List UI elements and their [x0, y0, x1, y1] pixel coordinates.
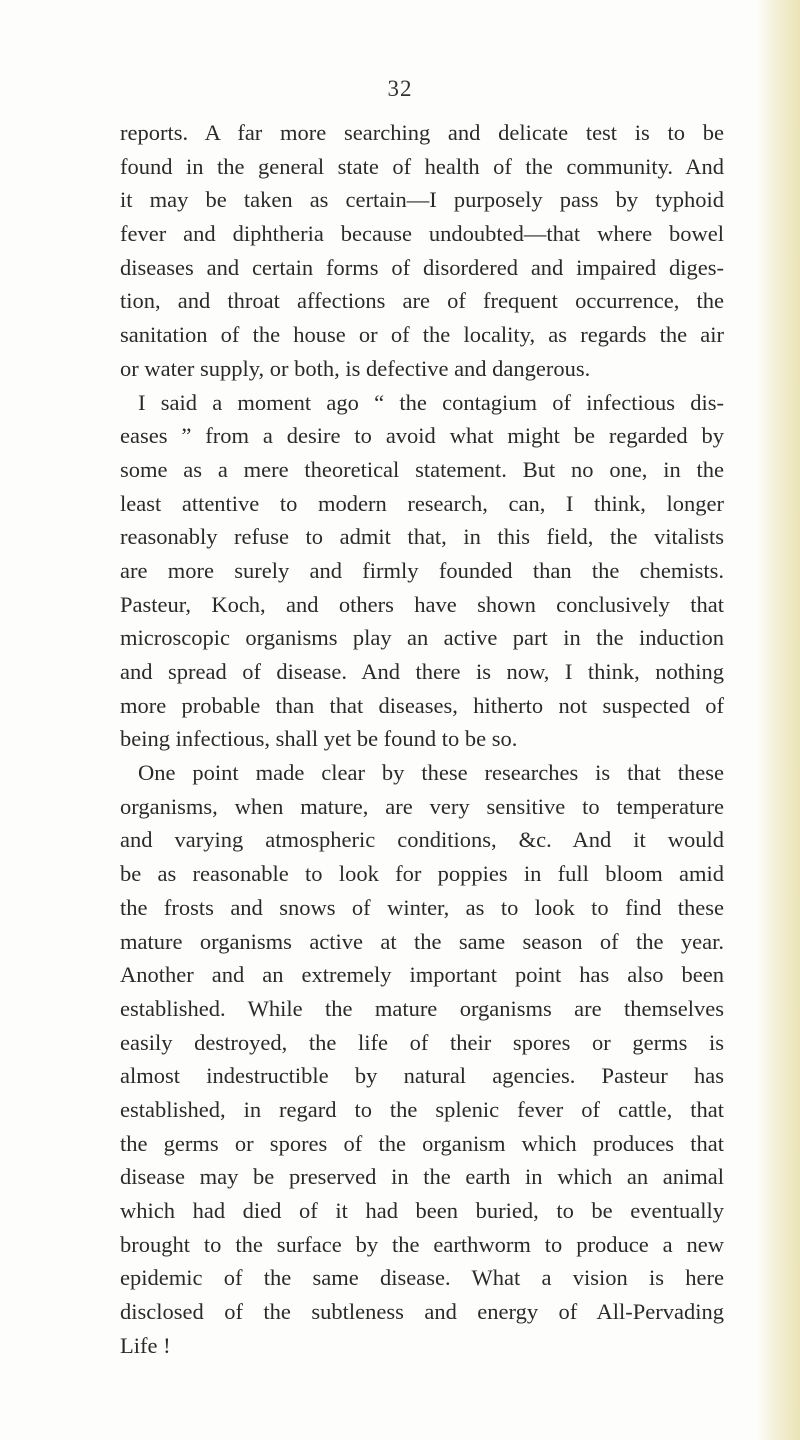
text-line: established. While the mature organisms are themselves: [120, 995, 724, 1021]
text-line: almost indestructible by natural agencies. Pasteur has: [120, 1063, 724, 1089]
text-line: or water supply, or both, is defective and dangerous.: [120, 355, 591, 381]
text-line: diseases and certain forms of disordered and impaired diges-: [120, 254, 724, 280]
text-line: disease may be preserved in the earth in which an animal: [120, 1164, 724, 1190]
page-number: 32: [387, 76, 413, 101]
text-line: some as a mere theoretical statement. But no one, in the: [120, 456, 724, 482]
text-line: are more surely and firmly founded than the chemists.: [120, 557, 724, 583]
text-line: be as reasonable to look for poppies in full bloom amid: [120, 861, 724, 887]
text-line: One point made clear by these researches is that these: [138, 760, 724, 786]
text-line: more probable than that diseases, hitherto not suspected of: [120, 692, 724, 718]
text-line: found in the general state of health of the community. And: [120, 153, 724, 179]
text-line: the germs or spores of the organism which produces that: [120, 1130, 724, 1156]
page-edge-shadow: [756, 0, 800, 1440]
text-line: Life !: [120, 1332, 171, 1358]
text-line: and spread of disease. And there is now, I think, nothing: [120, 659, 724, 684]
text-line: mature organisms active at the same season of the year.: [120, 928, 724, 954]
text-line: fever and diphtheria because undoubted—that where bowel: [120, 221, 724, 247]
text-line: microscopic organisms play an active part in the induction: [120, 625, 724, 651]
text-line: established, in regard to the splenic fever of cattle, that: [120, 1096, 724, 1122]
text-line: tion, and throat affections are of frequent occurrence, the: [120, 288, 724, 314]
text-line: being infectious, shall yet be found to be so.: [120, 726, 518, 752]
text-line: reasonably refuse to admit that, in this field, the vitalists: [120, 524, 724, 550]
text-line: epidemic of the same disease. What a vision is here: [120, 1265, 724, 1291]
text-line: easily destroyed, the life of their spores or germs is: [120, 1029, 724, 1055]
text-line: least attentive to modern research, can, I think, longer: [120, 490, 724, 516]
text-line: the frosts and snows of winter, as to look to find these: [120, 894, 724, 920]
body-text: [120, 116, 724, 1362]
text-line: eases ” from a desire to avoid what might be regarded by: [120, 423, 724, 449]
text-line: I said a moment ago “ the contagium of infectious dis-: [138, 389, 724, 415]
text-line: and varying atmospheric conditions, &c. And it would: [120, 827, 724, 853]
text-line: reports. A far more searching and delicate test is to be: [120, 120, 724, 145]
text-line: disclosed of the subtleness and energy of All-Pervading: [120, 1299, 724, 1325]
text-line: sanitation of the house or of the locality, as regards the air: [120, 322, 724, 348]
text-line: it may be taken as certain—I purposely pass by typhoid: [120, 187, 724, 213]
text-line: Pasteur, Koch, and others have shown conclusively that: [120, 591, 724, 617]
text-line: Another and an extremely important point has also been: [120, 962, 724, 988]
text-line: organisms, when mature, are very sensitive to temperature: [120, 793, 724, 819]
text-line: which had died of it had been buried, to be eventually: [120, 1198, 724, 1223]
text-line: brought to the surface by the earthworm to produce a new: [120, 1231, 724, 1257]
